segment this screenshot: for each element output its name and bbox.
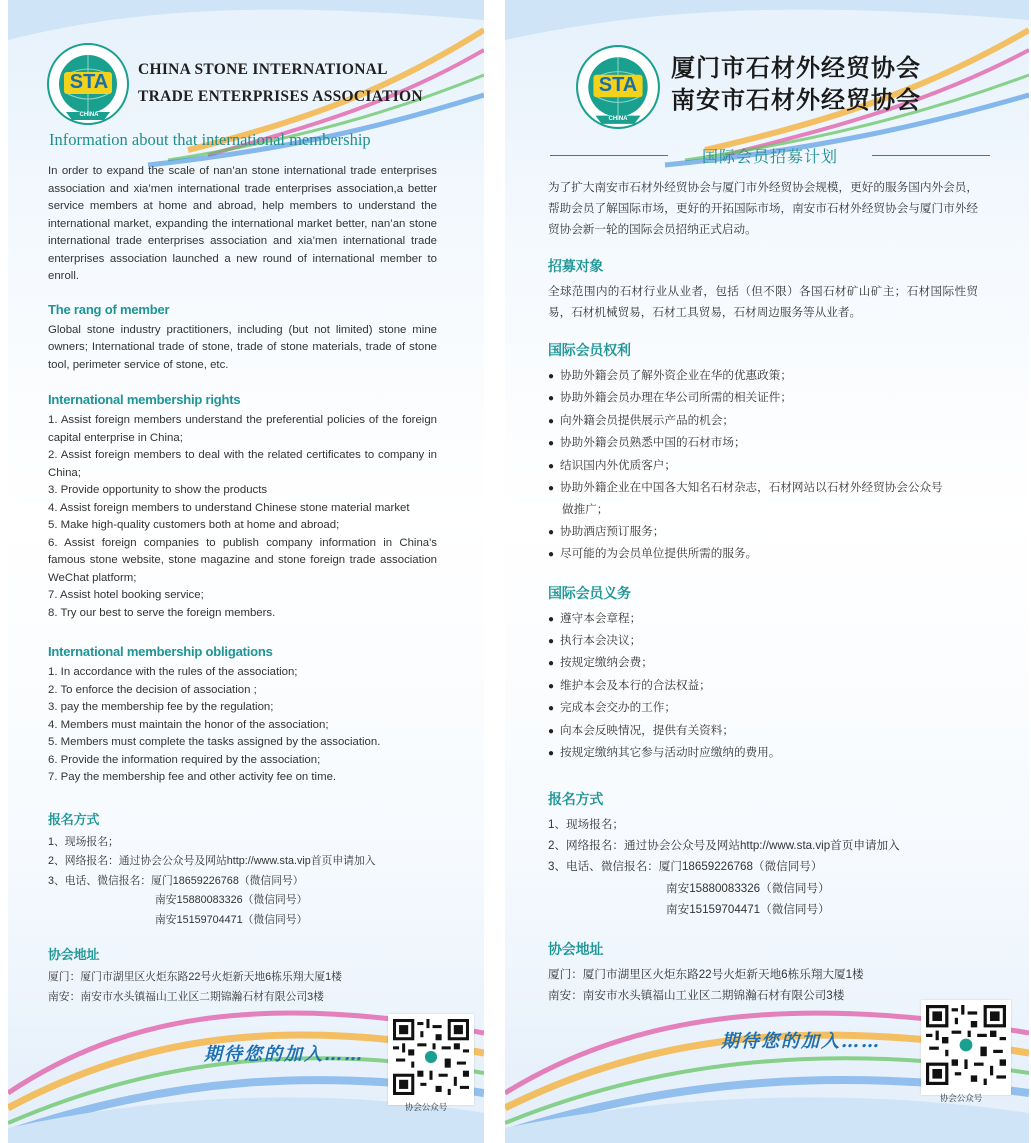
page-title: Information about that international membership: [49, 130, 371, 149]
list-item: ● 执行本会决议；: [548, 630, 978, 652]
list-item: ● 完成本会交办的工作；: [548, 697, 978, 719]
list-item: 6. Assist foreign companies to publish company information in China's famous stone website, stone magazine and stone foreign trade association WeChat platform;: [48, 536, 437, 584]
list-item: 1. Assist foreign members understand the preferential policies of the foreign capital enterprise in China;: [48, 414, 437, 444]
list-item: 南安：南安市水头镇福山工业区二期锦瀚石材有限公司3楼: [48, 990, 324, 1003]
section-heading-address: 协会地址: [48, 947, 100, 962]
list-item: 1、现场报名；: [548, 817, 625, 831]
obligations-list: [548, 608, 978, 765]
logo-text: STA: [69, 71, 109, 93]
list-item: ● 向本会反映情况，提供有关资料；: [548, 720, 978, 742]
english-poster: [8, 0, 484, 1143]
slogan: 期待您的加入……: [721, 1031, 881, 1052]
address-list: [548, 964, 978, 1007]
list-item: 南安：南安市水头镇福山工业区二期锦瀚石材有限公司3楼: [548, 988, 845, 1002]
org-name-line: CHINA STONE INTERNATIONAL: [138, 61, 388, 78]
list-item: ● 按规定缴纳其它参与活动时应缴纳的费用。: [548, 742, 978, 764]
list-item: 2、网络报名：通过协会公众号及网站http://www.sta.vip首页申请加入: [48, 855, 376, 867]
list-item-continuation: 做推广；: [562, 503, 609, 517]
qr-code[interactable]: [388, 1014, 474, 1105]
org-name-line: 厦门市石材外经贸协会: [671, 53, 921, 82]
section-heading-signup: 报名方式: [48, 811, 100, 827]
obligations-list: [48, 664, 437, 787]
list-item: 7. Pay the membership fee and other activity fee on time.: [48, 771, 337, 783]
list-item: 7. Assist hotel booking service;: [48, 589, 204, 601]
section-heading-rights: 国际会员权利: [548, 342, 631, 358]
slogan: 期待您的加入……: [204, 1044, 364, 1065]
section-heading-signup: 报名方式: [548, 790, 604, 807]
list-item: 5. Make high-quality customers both at home and abroad;: [48, 519, 340, 531]
member-paragraph: Global stone industry practitioners, including (but not limited) stone mine owners; International trade of stone, trade of stone materials, trade of stone tool, perimeter service of stone, etc.: [48, 323, 437, 371]
org-name-line: TRADE ENTERPRISES ASSOCIATION: [138, 88, 423, 105]
list-item: 4. Assist foreign members to understand Chinese stone material market: [48, 501, 410, 514]
list-item: 8. Try our best to serve the foreign members.: [48, 606, 276, 619]
signup-list: [48, 833, 437, 931]
list-item: 1. In accordance with the rules of the association;: [48, 666, 298, 678]
section-heading-member: The rang of member: [48, 301, 170, 317]
rights-list: [48, 412, 437, 622]
list-item: 3、电话、微信报名：厦门18659226768（微信同号）: [548, 860, 823, 874]
section-heading-target: 招募对象: [548, 258, 604, 274]
signup-list: [548, 814, 978, 921]
list-item: ● 遵守本会章程；: [548, 608, 978, 630]
list-item: 2、网络报名：通过协会公众号及网站http://www.sta.vip首页申请加入: [548, 838, 900, 852]
section-heading-rights: International membership rights: [48, 392, 241, 407]
list-item: ● 向外籍会员提供展示产品的机会；: [548, 410, 978, 432]
list-item: 3、电话、微信报名：厦门18659226768（微信同号）: [48, 874, 304, 887]
list-item: ● 协助酒店预订服务；: [548, 521, 978, 543]
chinese-content: [548, 177, 978, 1006]
english-content: [48, 163, 437, 1007]
list-item: 3. pay the membership fee by the regulation;: [48, 701, 274, 713]
list-item: ● 按规定缴纳会费；: [548, 652, 978, 674]
list-item: 2. Assist foreign members to deal with the related certificates to company in China;: [48, 449, 437, 479]
intro-paragraph: In order to expand the scale of nan’an stone international trade enterprises association and xia’men international trade enterprises association,a better service members at home and abroad, help members to understand the international market, expanding the international market better, nan’an stone international trade enterprises association and xia’men international trade enterprises association launched a new round of international member to enroll.: [48, 165, 437, 282]
list-item: ● 协助外籍企业在中国各大知名石材杂志，石材网站以石材外经贸协会公众号: [548, 477, 978, 499]
list-item: 4. Members must maintain the honor of the association;: [48, 718, 329, 731]
page-title-row: [550, 144, 990, 168]
list-item: 5. Members must complete the tasks assigned by the association.: [48, 736, 381, 748]
phone-item: 南安15159704471（微信同号）: [155, 913, 308, 926]
list-item: 厦门：厦门市湖里区火炬东路22号火炬新天地6栋乐翔大厦1楼: [48, 971, 342, 983]
qr-code-icon: [393, 1019, 469, 1095]
logo-country: CHINA: [79, 112, 99, 118]
qr-caption: 协会公众号: [939, 1093, 983, 1103]
phone-item: 南安15159704471（微信同号）: [666, 903, 830, 917]
rights-list: [548, 365, 978, 566]
logo-country: CHINA: [608, 116, 628, 122]
qr-code[interactable]: [921, 1000, 1011, 1095]
list-item: 3. Provide opportunity to show the products: [48, 484, 268, 496]
address-list: [48, 968, 437, 1007]
section-heading-obligations: International membership obligations: [48, 644, 273, 659]
org-name-chinese: [671, 52, 921, 116]
target-paragraph: 全球范围内的石材行业从业者，包括（但不限）各国石材矿山矿主；石材国际性贸易，石材机械贸易，石材工具贸易，石材周边服务等从业者。: [548, 285, 978, 319]
list-item: 6. Provide the information required by the association;: [48, 753, 321, 766]
phone-item: 南安15880083326（微信同号）: [155, 894, 308, 906]
qr-caption: 协会公众号: [404, 1102, 448, 1112]
page-title: 国际会员招募计划: [701, 149, 838, 166]
section-heading-address: 协会地址: [548, 940, 604, 957]
sta-logo: [575, 44, 661, 130]
list-item: ● 尽可能的为会员单位提供所需的服务。: [548, 543, 978, 565]
section-heading-obligations: 国际会员义务: [548, 584, 631, 601]
list-item: 厦门：厦门市湖里区火炬东路22号火炬新天地6栋乐翔大厦1楼: [548, 967, 864, 981]
org-name-english: [138, 56, 423, 110]
list-item: ● 协助外籍会员熟悉中国的石材市场；: [548, 432, 978, 454]
org-name-line: 南安市石材外经贸协会: [671, 85, 921, 114]
list-item: ● 维护本会及本行的合法权益；: [548, 675, 978, 697]
phone-item: 南安15880083326（微信同号）: [666, 881, 830, 895]
qr-code-icon: [926, 1005, 1006, 1085]
sta-logo: [46, 42, 130, 126]
intro-paragraph: 为了扩大南安市石材外经贸协会与厦门市外经贸协会规模，更好的服务国内外会员，帮助会员了解国际市场，更好的开拓国际市场，南安市石材外经贸协会与厦门市外经贸协会新一轮的国际会员招纳正式启动。: [548, 181, 978, 236]
list-item: ● 协助外籍会员办理在华公司所需的相关证件；: [548, 387, 978, 409]
list-item: 2. To enforce the decision of association ;: [48, 683, 257, 696]
list-item: ● 结识国内外优质客户；: [548, 455, 978, 477]
title-divider: [872, 155, 990, 156]
list-item: 1、现场报名；: [48, 835, 119, 848]
logo-text: STA: [598, 74, 638, 96]
list-item: ● 协助外籍会员了解外资企业在华的优惠政策；: [548, 365, 978, 387]
chinese-poster: [505, 0, 1029, 1143]
